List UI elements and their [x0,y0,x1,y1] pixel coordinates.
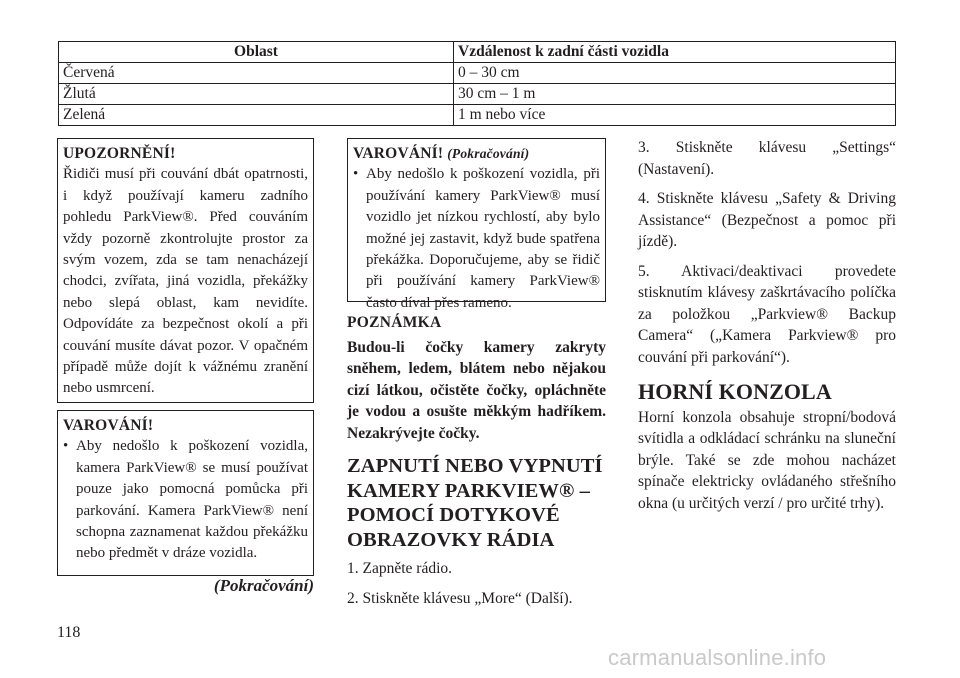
table-row [59,63,896,84]
console-text: Horní konzola obsahuje stropní/bodová svítidla a odkládací schránku na sluneční brýle. Také se zde mohou nacházet spínače elektricky ovládaného střešního okna (u určitých verzí / pro určité trhy). [638,408,896,512]
warning-bullet-item [63,436,308,564]
continued-label: (Pokračování) [213,576,314,595]
table-row [59,84,896,105]
page-number: 118 [57,624,81,641]
distance-table [58,41,896,126]
caution-title: UPOZORNĚNÍ! [63,145,176,162]
table-cell-area: Zelená [59,105,454,126]
table-cell-area: Žlutá [59,84,454,105]
note-heading: POZNÁMKA [347,314,442,331]
table-cell-distance: 0 – 30 cm [454,63,896,84]
section-heading-console: HORNÍ KONZOLA [638,379,832,404]
warning-continued-title-text: VAROVÁNÍ! [353,145,444,162]
warning-text: Aby nedošlo k poškození vozidla, kamera ParkView® se musí používat pouze jako pomocná pomůcka při parkování. Kamera ParkView® není schopna zaznamenat každou překážku nebo předmět v dráze vozidla. [76,438,308,562]
table-cell-area: Červená [59,63,454,84]
middle-column [347,312,606,617]
bullet-icon: • [63,438,69,455]
table-header-distance: Vzdálenost k zadní části vozidla [454,42,896,63]
step-item: 1. Zapněte rádio. [347,560,453,577]
warning-continued-text: Aby nedošlo k poškození vozidla, při používání kamery ParkView® musí vozidlo jet nízkou rychlostí, aby bylo možné jej zastavit, když bude spatřena překážka. Doporučujeme, aby se řidič při používání kamery ParkView® často díval přes rameno. [366,166,600,311]
step-item: 5. Aktivaci/deaktivaci provedete stisknutím klávesy zaškrtávacího políčka za položkou „Parkview® Backup Camera“ („Kamera Parkview® pro couvání při parkování“). [638,262,896,366]
table-row [59,105,896,126]
right-column [638,137,896,522]
note-text: Budou-li čočky kamery zakryty sněhem, ledem, blátem nebo nějakou cizí látkou, očistěte čočky, opláchněte je vodou a osušte měkkým hadříkem. Nezakrývejte čočky. [347,338,606,442]
warning-continued-suffix: (Pokračování) [447,146,530,161]
warning-title: VAROVÁNÍ! [63,417,154,434]
steps-list [347,558,606,609]
section-heading-camera: ZAPNUTÍ NEBO VYPNUTÍ KAMERY PARKVIEW® – POMOCÍ DOTYKOVÉ OBRAZOVKY RÁDIA [347,455,603,551]
step-item: 3. Stiskněte klávesu „Settings“ (Nastavení). [638,139,896,178]
warning-continued-title [353,143,600,164]
caution-text: Řidiči musí při couvání dbát opatrnosti, i když používají kameru zadního pohledu ParkView®. Před couváním vždy pozorně zkontrolujte prostor za svým vozem, zda se tam nenacházejí chodci, zvířata, jiná vozidla, překážky nebo slepá oblast, kam nevidíte. Odpovídáte za bezpečnost okolí a při couvání musíte dávat pozor. V opačném případě může dojít k vážnému zranění nebo usmrcení. [63,166,308,397]
table-cell-distance: 30 cm – 1 m [454,84,896,105]
step-item: 4. Stiskněte klávesu „Safety & Driving Assistance“ (Bezpečnost a pomoc při jízdě). [638,190,896,250]
step-item: 2. Stiskněte klávesu „More“ (Další). [347,589,573,607]
warning-continued-box [347,138,606,311]
caution-box [57,138,314,403]
table-header-area: Oblast [59,42,454,63]
bullet-icon: • [353,166,359,183]
table-cell-distance: 1 m nebo více [454,105,896,126]
warning-box [57,410,314,576]
table-header-row [59,42,896,63]
watermark: carmanualsonline.info [608,645,827,670]
warning-continued-bullet-item [353,164,600,314]
